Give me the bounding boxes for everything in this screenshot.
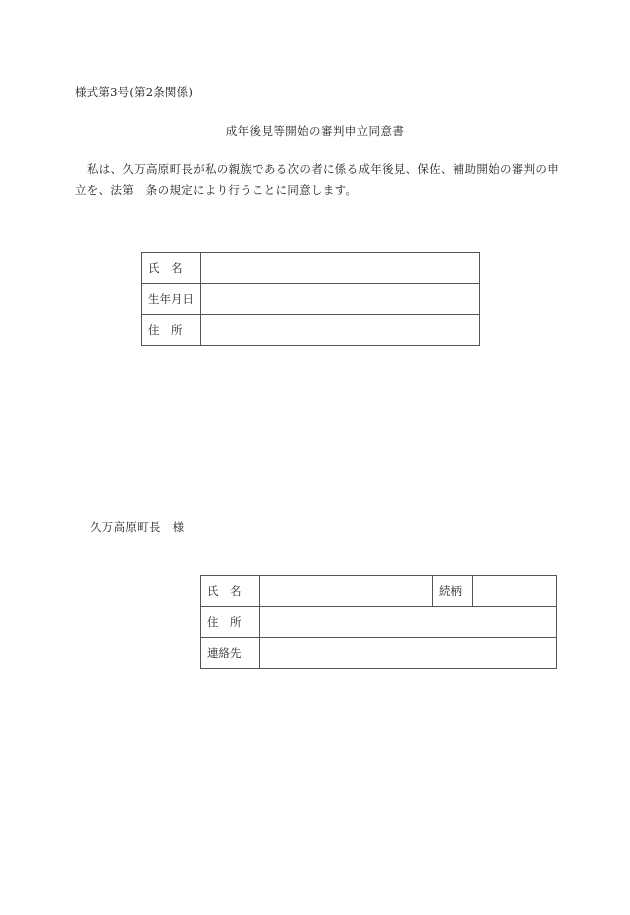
relation-field[interactable] — [473, 576, 557, 607]
subject-address-label: 住 所 — [142, 315, 201, 346]
consent-statement: 私は、久万高原町長が私の親族である次の者に係る成年後見、保佐、補助開始の審判の申立を、法第 条の規定により行うことに同意します。 — [75, 162, 559, 197]
subject-name-label: 氏 名 — [142, 253, 201, 284]
table-row — [201, 576, 557, 607]
table-row — [142, 253, 480, 284]
subject-birthdate-field[interactable] — [201, 284, 480, 315]
addressee: 久万高原町長 様 — [90, 520, 185, 534]
document-title: 成年後見等開始の審判申立同意書 — [225, 124, 405, 138]
table-row — [201, 607, 557, 638]
consenter-address-field[interactable] — [260, 607, 557, 638]
table-row — [201, 638, 557, 669]
consenter-name-field[interactable] — [260, 576, 433, 607]
consenter-info-table — [200, 575, 557, 669]
consenter-address-label: 住 所 — [201, 607, 260, 638]
subject-info-table — [141, 252, 480, 346]
contact-field[interactable] — [260, 638, 557, 669]
form-number: 様式第3号(第2条関係) — [75, 85, 194, 99]
relation-label: 続柄 — [433, 576, 473, 607]
subject-address-field[interactable] — [201, 315, 480, 346]
table-row — [142, 284, 480, 315]
consenter-name-label: 氏 名 — [201, 576, 260, 607]
table-row — [142, 315, 480, 346]
subject-birthdate-label: 生年月日 — [142, 284, 201, 315]
subject-name-field[interactable] — [201, 253, 480, 284]
contact-label: 連絡先 — [201, 638, 260, 669]
